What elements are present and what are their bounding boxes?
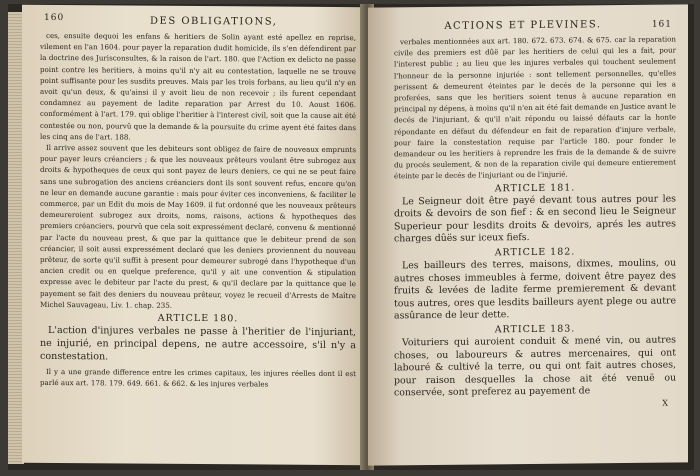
article-heading-183: ARTICLE 183. <box>494 323 576 336</box>
right-running-title: ACTIONS ET PLEVINES. <box>444 19 602 32</box>
article-heading-180: ARTICLE 180. <box>157 312 239 325</box>
left-paragraph-1: ces, ensuite dequoi les enfans & heritiers de Solin ayant esté apellez en reprise, vilement en l'an 1604. pour payer la reparation dudit homicide, ils s'en défendirent par la doctrine des Jurisconsultes, & la raison de l'art. 180. que l'Action ex delicto ne passe point contre les heritiers, à moins qu'il n'y ait eu contestation, laquelle ne se trouve point suffisante pour les susdits preuves. Mais par les trois forbans, au lieu qu'il n'y en avoit qu'un deux, & qu'ainsi il y avoit lieu de non recevoir ; ils furent cependant condamnez au payement de ladite reparation par Arrest du 10. Aoust 1606. conformément à l'art. 179. qui oblige l'heritier à l'interest civil, soit que la cause ait été contestée ou non, pourvû que la demande & la poursuite du crime ayent été faites dans les cinq ans de l'art. 188. <box>40 30 356 142</box>
left-page-number: 160 <box>44 12 65 24</box>
article-heading-182: ARTICLE 182. <box>494 246 576 259</box>
right-page <box>368 4 688 465</box>
right-page-number: 161 <box>651 19 672 30</box>
left-commentary: Il y a une grande difference entre les crimes capitaux, les injures réelles dont il est parlé aux art. 178. 179. 649. 661. & 662. & les injures verbales <box>40 367 356 389</box>
article-text-183: Voituriers qui auroient conduit & mené vin, ou autres choses, ou laboureurs & autres mercenaires, qui ont labouré & cultivé la terre, ou qui ont fait autres choses, pour raison desquelles la chose ait été venuë ou conservée, sont preferez au payement de <box>394 334 676 399</box>
left-running-title: DES OBLIGATIONS, <box>150 15 278 28</box>
left-paragraph-2: Il arrive assez souvent que les debiteurs sont obligez de faire de nouveaux emprunts pour payer leurs créanciers ; & que les nouveaux prêteurs voulant être subrogez aux droits & hypotheques de ceux qui sont payez de leurs deniers, ce qui ne se peut faire sans une subrogation des anciens créanciers dont ils sont souvent refus, encore qu'on ne leur en demande aucune garantie : mais pour éviter ces inconveniens, & faciliter le commerce, par un Edit du mois de May 1609. il fut ordonné que les nouveaux prêteurs demeureroient subrogez aux droits, noms, raisons, actions & hypotheques des premiers créanciers, pourvû que cela soit expressément declaré, convenu & mentionné par l'acte du nouveau prest, & que par la quittance que le debiteur prend de son créancier, il soit aussi expressément declaré que les deniers proviennent du nouveau prêteur, de sorte qu'il suffit à present pour demeurer subrogé dans l'hypotheque d'un ancien credit ou en quelque preference, qu'il y ait une convention & stipulation expresse avec le debiteur par l'acte du prest, & qu'il declare par la quittance que le payement se fait des deniers du nouveau prêteur, voyez le recueil d'Arrests de Maître Michel Sauvageau, Liv. 1. chap. 235. <box>40 142 356 310</box>
left-body-text <box>40 30 356 312</box>
right-body-text <box>394 33 676 182</box>
right-paragraph-1: verbales mentionnées aux art. 180. 672. 673. 674. & 675. car la reparation civile des premiers est dûë par les heritiers de celui qui les a fait, pour l'interest public ; au lieu que les injures verbales qui touchent seulement l'honneur de la personne injuriée : sont tellement personnelles, qu'elles perissent & demeurent éteintes par le decés de la personne qui les a proferées, sans que les heritiers soient tenus à aucune reparation en principal ny dépens, à moins qu'il n'en ait été fait demande en Justice avant le decés de l'injuriant, & qu'il n'ait répondu ou laissé défauts car la honte répondante en défaut du défendeur en fait de reparation d'injure verbale, pour faire la constestation requise par l'article 180. pour fonder le demandeur ou les heritiers à reprendre les frais de la demande & de suivre du procés seulement, & non de la reparation civile qui demeure entierement éteinte par le decés de l'injuriant ou de l'injurié. <box>394 34 676 181</box>
open-book <box>8 4 694 470</box>
article-text-180: L'action d'injures verbales ne passe à l'heritier de l'injuriant, ne injurié, en principal depens, ne autre accessoire, s'il n'y a constestation. <box>40 325 356 363</box>
article-heading-181: ARTICLE 181. <box>494 182 576 194</box>
signature-mark: X <box>662 398 668 408</box>
article-text-181: Le Seigneur doit être payé devant tous autres pour les droits & devoirs de son fief : & en second lieu le Seigneur Superieur pour lesdits droits & devoirs, aprés les autres charges dûës sur iceux fiefs. <box>394 193 676 245</box>
right-running-head <box>394 18 676 32</box>
left-running-head <box>40 12 356 28</box>
left-page <box>22 5 366 465</box>
article-text-182: Les bailleurs des terres, maisons, dixmes, moulins, ou autres choses immeubles à ferme, doivent être payez des fruits & levées de ladite ferme premierement & devant tous autres, ores que lesdits bailleurs ayent plege ou autre assûrance de leur dette. <box>394 257 676 322</box>
